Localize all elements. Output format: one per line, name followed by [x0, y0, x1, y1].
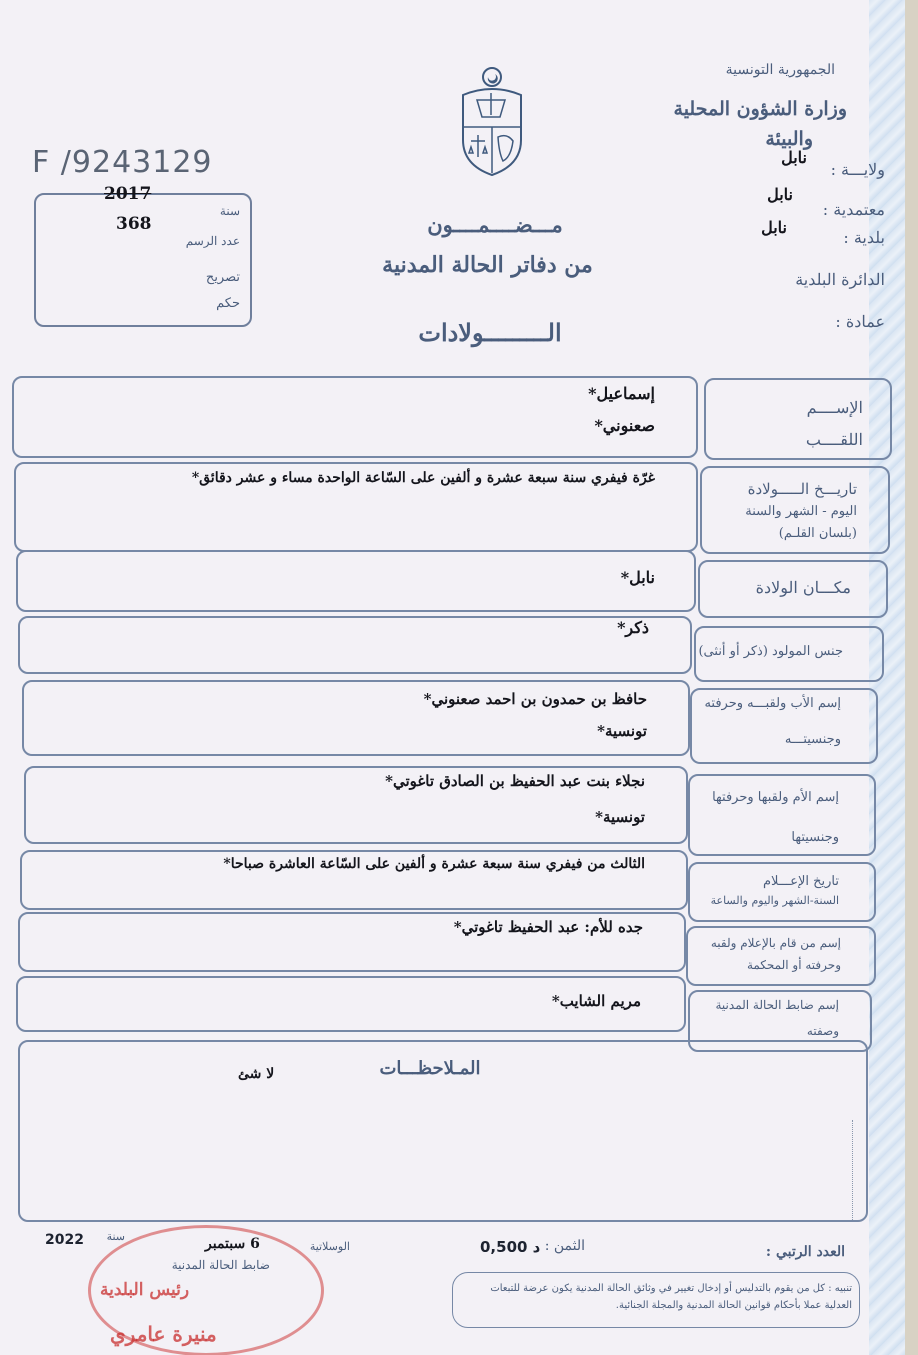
- municipality-value: نابل: [761, 218, 787, 237]
- label-box-name: [704, 378, 892, 460]
- remarks-value: لا شئ: [238, 1066, 275, 1082]
- declaration-date-label: تاريخ الإعـــلام: [762, 874, 839, 889]
- birth-date-in-words-label: (بلسان القلـم): [778, 526, 857, 541]
- declaration-label: تصريح: [205, 270, 240, 285]
- sex-value: ذكر*: [617, 618, 649, 637]
- declaration-date-sublabel: السنة-الشهر واليوم والساعة: [710, 894, 839, 907]
- issue-place: الوسلاتية: [309, 1240, 350, 1253]
- given-name-value: إسماعيل*: [588, 384, 655, 403]
- birth-date-label: تاريـــخ الـــــولادة: [747, 480, 857, 498]
- issue-year-label: سنة: [106, 1230, 125, 1243]
- declarant-value: جده للأم: عبد الحفيظ تاغوتي*: [453, 918, 643, 936]
- sex-label: جنس المولود (ذكر أو أنثى): [698, 644, 843, 659]
- municipality-label: بلدية :: [843, 228, 885, 247]
- label-box-declarant: [686, 926, 876, 986]
- mother-nationality-value: تونسية*: [595, 808, 645, 826]
- birth-date-value: غرّة فيفري سنة سبعة عشرة و ألفين على السّاعة الواحدة مساء و عشر دقائق*: [191, 470, 655, 486]
- father-value: حافظ بن حمدون بن احمد صعنوني*: [423, 690, 647, 708]
- tunisia-coat-of-arms-emblem: [455, 65, 529, 180]
- price-value: 0,500 د: [480, 1238, 541, 1256]
- mother-value: نجلاء بنت عبد الحفيظ بن الصادق تاغوتي*: [385, 772, 645, 790]
- title-births: الـــــــــولادات: [418, 318, 562, 347]
- label-box-declaration-date: [688, 862, 876, 922]
- father-label-nationality: وجنسيتـــه: [784, 732, 841, 747]
- margin-print-marks: [852, 1120, 867, 1220]
- republic-name: الجمهورية التونسية: [725, 62, 835, 78]
- stamp-title: رئيس البلدية: [100, 1280, 190, 1300]
- delegation-label: معتمدية :: [822, 200, 885, 219]
- omada-label: عمادة :: [835, 312, 885, 331]
- officer-label-title: وصفته: [806, 1024, 839, 1038]
- label-box-mother: [688, 774, 876, 856]
- judgment-label: حكم: [216, 296, 240, 311]
- registration-number-value: 368: [116, 214, 152, 234]
- declarant-label: إسم من قام بالإعلام ولقبه: [710, 936, 841, 950]
- price-label: الثمن :: [544, 1238, 585, 1254]
- officer-value: مريم الشايب*: [551, 992, 641, 1010]
- stamp-name: منيرة عامري: [110, 1322, 217, 1346]
- issue-year-value: 2022: [45, 1232, 84, 1248]
- birth-place-value: نابل*: [620, 568, 655, 587]
- ministry-name-line1: وزارة الشؤون المحلية: [673, 98, 847, 120]
- document-serial-number: F /9243129: [32, 145, 213, 180]
- surname-value: صعنوني*: [594, 416, 655, 435]
- legal-warning-text: تنبيه : كل من يقوم بالتدليس أو إدخال تغيير في وثائق الحالة المدنية يكون عرضة للتبعات العدلية عملا بأحكام قوانين الحالة المدنية والمجلة الجنائية.: [490, 1283, 852, 1311]
- governorate-value: نابل: [781, 148, 807, 167]
- municipal-district-label: الدائرة البلدية: [795, 270, 885, 289]
- title-summary: مـــضــــمــــون: [427, 212, 563, 237]
- governorate-label: ولايـــة :: [830, 160, 885, 179]
- remarks-label: المـلاحظـــات: [379, 1058, 481, 1079]
- mother-label: إسم الأم ولقبها وحرفتها: [712, 790, 839, 805]
- ministry-name-line2: والبيئة: [765, 128, 813, 150]
- mother-label-nationality: وجنسيتها: [791, 830, 839, 845]
- birth-place-label: مكـــان الولادة: [755, 578, 851, 597]
- surname-label: اللقــــب: [805, 430, 863, 449]
- issue-date: 6 سبتمبر: [205, 1236, 260, 1252]
- registration-year-value: 2017: [104, 184, 152, 204]
- value-box-sex: [18, 616, 692, 674]
- delegation-value: نابل: [767, 185, 793, 204]
- father-nationality-value: تونسية*: [597, 722, 647, 740]
- declarant-label-profession: وحرفته أو المحكمة: [746, 958, 841, 972]
- birth-date-sublabel: اليوم - الشهر والسنة: [745, 504, 857, 519]
- officer-signature-label: ضابط الحالة المدنية: [171, 1258, 270, 1272]
- declaration-date-value: الثالث من فيفري سنة سبعة عشرة و ألفين على السّاعة العاشرة صباحا*: [223, 856, 645, 872]
- value-box-birth-place: [16, 550, 696, 612]
- record-number-label: العدد الرتبي :: [765, 1244, 845, 1260]
- officer-label: إسم ضابط الحالة المدنية: [715, 998, 839, 1012]
- registration-number-label: عدد الرسم: [185, 234, 240, 248]
- name-label: الإســــم: [806, 398, 863, 417]
- registration-year-label: سنة: [219, 204, 240, 218]
- father-label: إسم الأب ولقبـــه وحرفته: [704, 696, 841, 711]
- title-civil-registers: من دفاتر الحالة المدنية: [382, 252, 593, 278]
